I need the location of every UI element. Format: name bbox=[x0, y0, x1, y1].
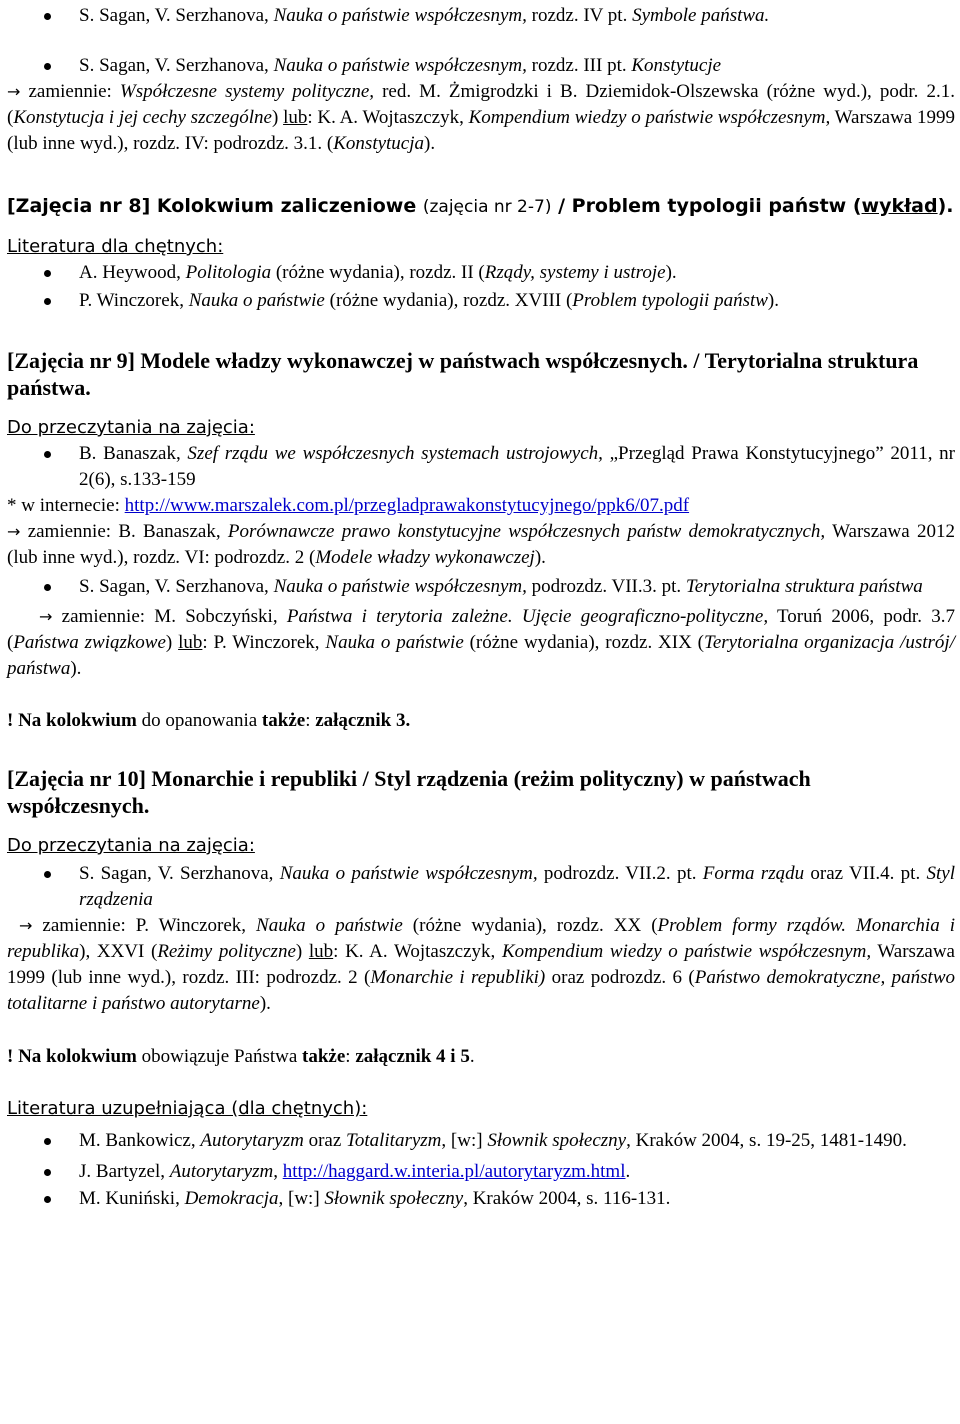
arrow-right-icon: → bbox=[19, 916, 33, 935]
section-heading: [Zajęcia nr 10] Monarchie i republiki / Styl rządzenia (reżim polityczny) w państwach współczesnych. bbox=[7, 766, 811, 818]
reading-item: P. Winczorek, Nauka o państwie (różne wydania), rozdz. XVIII (Problem typologii państw). bbox=[7, 288, 955, 314]
section-heading: [Zajęcia nr 8] Kolokwium zaliczeniowe (zajęcia nr 2-7) / Problem typologii państw (wykład). bbox=[7, 195, 954, 217]
web-link[interactable]: http://haggard.w.interia.pl/autorytaryzm.html bbox=[282, 1161, 626, 1182]
alternative-reading: → zamiennie: M. Sobczyński, Państwa i terytoria zależne. Ujęcie geograficzno-polityczne, Toruń 2006, podr. 3.7 (Państwa związkowe) lub: P. Winczorek, Nauka o państwie (różne wydania), rozdz. XIX (Terytorialna organizacja /ustrój/ państwa). bbox=[7, 606, 955, 679]
document-page bbox=[7, 0, 955, 1212]
exam-note: ! Na kolokwium do opanowania także: załącznik 3. bbox=[7, 710, 411, 731]
exam-note: ! Na kolokwium obowiązuje Państwa także: załącznik 4 i 5. bbox=[7, 1046, 475, 1067]
literature-label: Literatura dla chętnych: bbox=[7, 236, 224, 257]
reading-item: S. Sagan, V. Serzhanova, Nauka o państwie współczesnym, podrozdz. VII.3. pt. Terytorialna struktura państwa bbox=[7, 574, 955, 600]
supplementary-label: Literatura uzupełniająca (dla chętnych): bbox=[7, 1098, 368, 1119]
alternative-reading: → zamiennie: B. Banaszak, Porównawcze prawo konstytucyjne współczesnych państw demokratycznych, Warszawa 2012 (lub inne wyd.), rozdz. VI: podrozdz. 2 (Modele władzy wykonawczej). bbox=[7, 521, 955, 568]
reading-label: Do przeczytania na zajęcia: bbox=[7, 417, 255, 438]
arrow-right-icon: → bbox=[7, 522, 21, 541]
reading-label: Do przeczytania na zajęcia: bbox=[7, 835, 255, 856]
reading-item: S. Sagan, V. Serzhanova, Nauka o państwie współczesnym, rozdz. IV pt. Symbole państwa. bbox=[7, 3, 955, 29]
reading-item: A. Heywood, Politologia (różne wydania), rozdz. II (Rządy, systemy i ustroje). bbox=[7, 260, 955, 286]
arrow-right-icon: → bbox=[39, 607, 53, 626]
reading-item: S. Sagan, V. Serzhanova, Nauka o państwie współczesnym, podrozdz. VII.2. pt. Forma rządu oraz VII.4. pt. Styl rządzenia bbox=[7, 861, 955, 913]
web-reference: * w internecie: http://www.marszalek.com.pl/przegladprawakonstytucyjnego/ppk6/07.pdf bbox=[7, 495, 690, 516]
literature-item: M. Bankowicz, Autorytaryzm oraz Totalitaryzm, [w:] Słownik społeczny, Kraków 2004, s. 19-25, 1481-1490. bbox=[7, 1128, 955, 1154]
reading-item: S. Sagan, V. Serzhanova, Nauka o państwie współczesnym, rozdz. III pt. Konstytucje bbox=[7, 53, 955, 79]
alternative-reading: → zamiennie: P. Winczorek, Nauka o państwie (różne wydania), rozdz. XX (Problem formy rządów. Monarchia i republika), XXVI (Reżimy polityczne) lub: K. A. Wojtaszczyk, Kompendium wiedzy o państwie współczesnym, Warszawa 1999 (lub inne wyd.), rozdz. III: podrozdz. 2 (Monarchie i republiki) oraz podrozdz. 6 (Państwo demokratyczne, państwo totalitarne i państwo autorytarne). bbox=[7, 915, 955, 1014]
pdf-link[interactable]: http://www.marszalek.com.pl/przegladprawakonstytucyjnego/ppk6/07.pdf bbox=[124, 495, 690, 516]
reading-item: B. Banaszak, Szef rządu we współczesnych systemach ustrojowych, „Przegląd Prawa Konstytucyjnego” 2011, nr 2(6), s.133-159 bbox=[7, 441, 955, 493]
alternative-reading: → zamiennie: Współczesne systemy polityczne, red. M. Żmigrodzki i B. Dziemidok-Olszewska (różne wyd.), podr. 2.1. (Konstytucja i jej cechy szczególne) lub: K. A. Wojtaszczyk, Kompendium wiedzy o państwie współczesnym, Warszawa 1999 (lub inne wyd.), rozdz. IV: podrozdz. 3.1. (Konstytucja). bbox=[7, 81, 955, 154]
arrow-right-icon: → bbox=[7, 82, 21, 101]
literature-item: J. Bartyzel, Autorytaryzm, http://haggard.w.interia.pl/autorytaryzm.html. bbox=[7, 1159, 955, 1185]
literature-item: M. Kuniński, Demokracja, [w:] Słownik społeczny, Kraków 2004, s. 116-131. bbox=[7, 1186, 955, 1212]
section-heading: [Zajęcia nr 9] Modele władzy wykonawczej w państwach współczesnych. / Terytorialna struktura państwa. bbox=[7, 348, 919, 400]
